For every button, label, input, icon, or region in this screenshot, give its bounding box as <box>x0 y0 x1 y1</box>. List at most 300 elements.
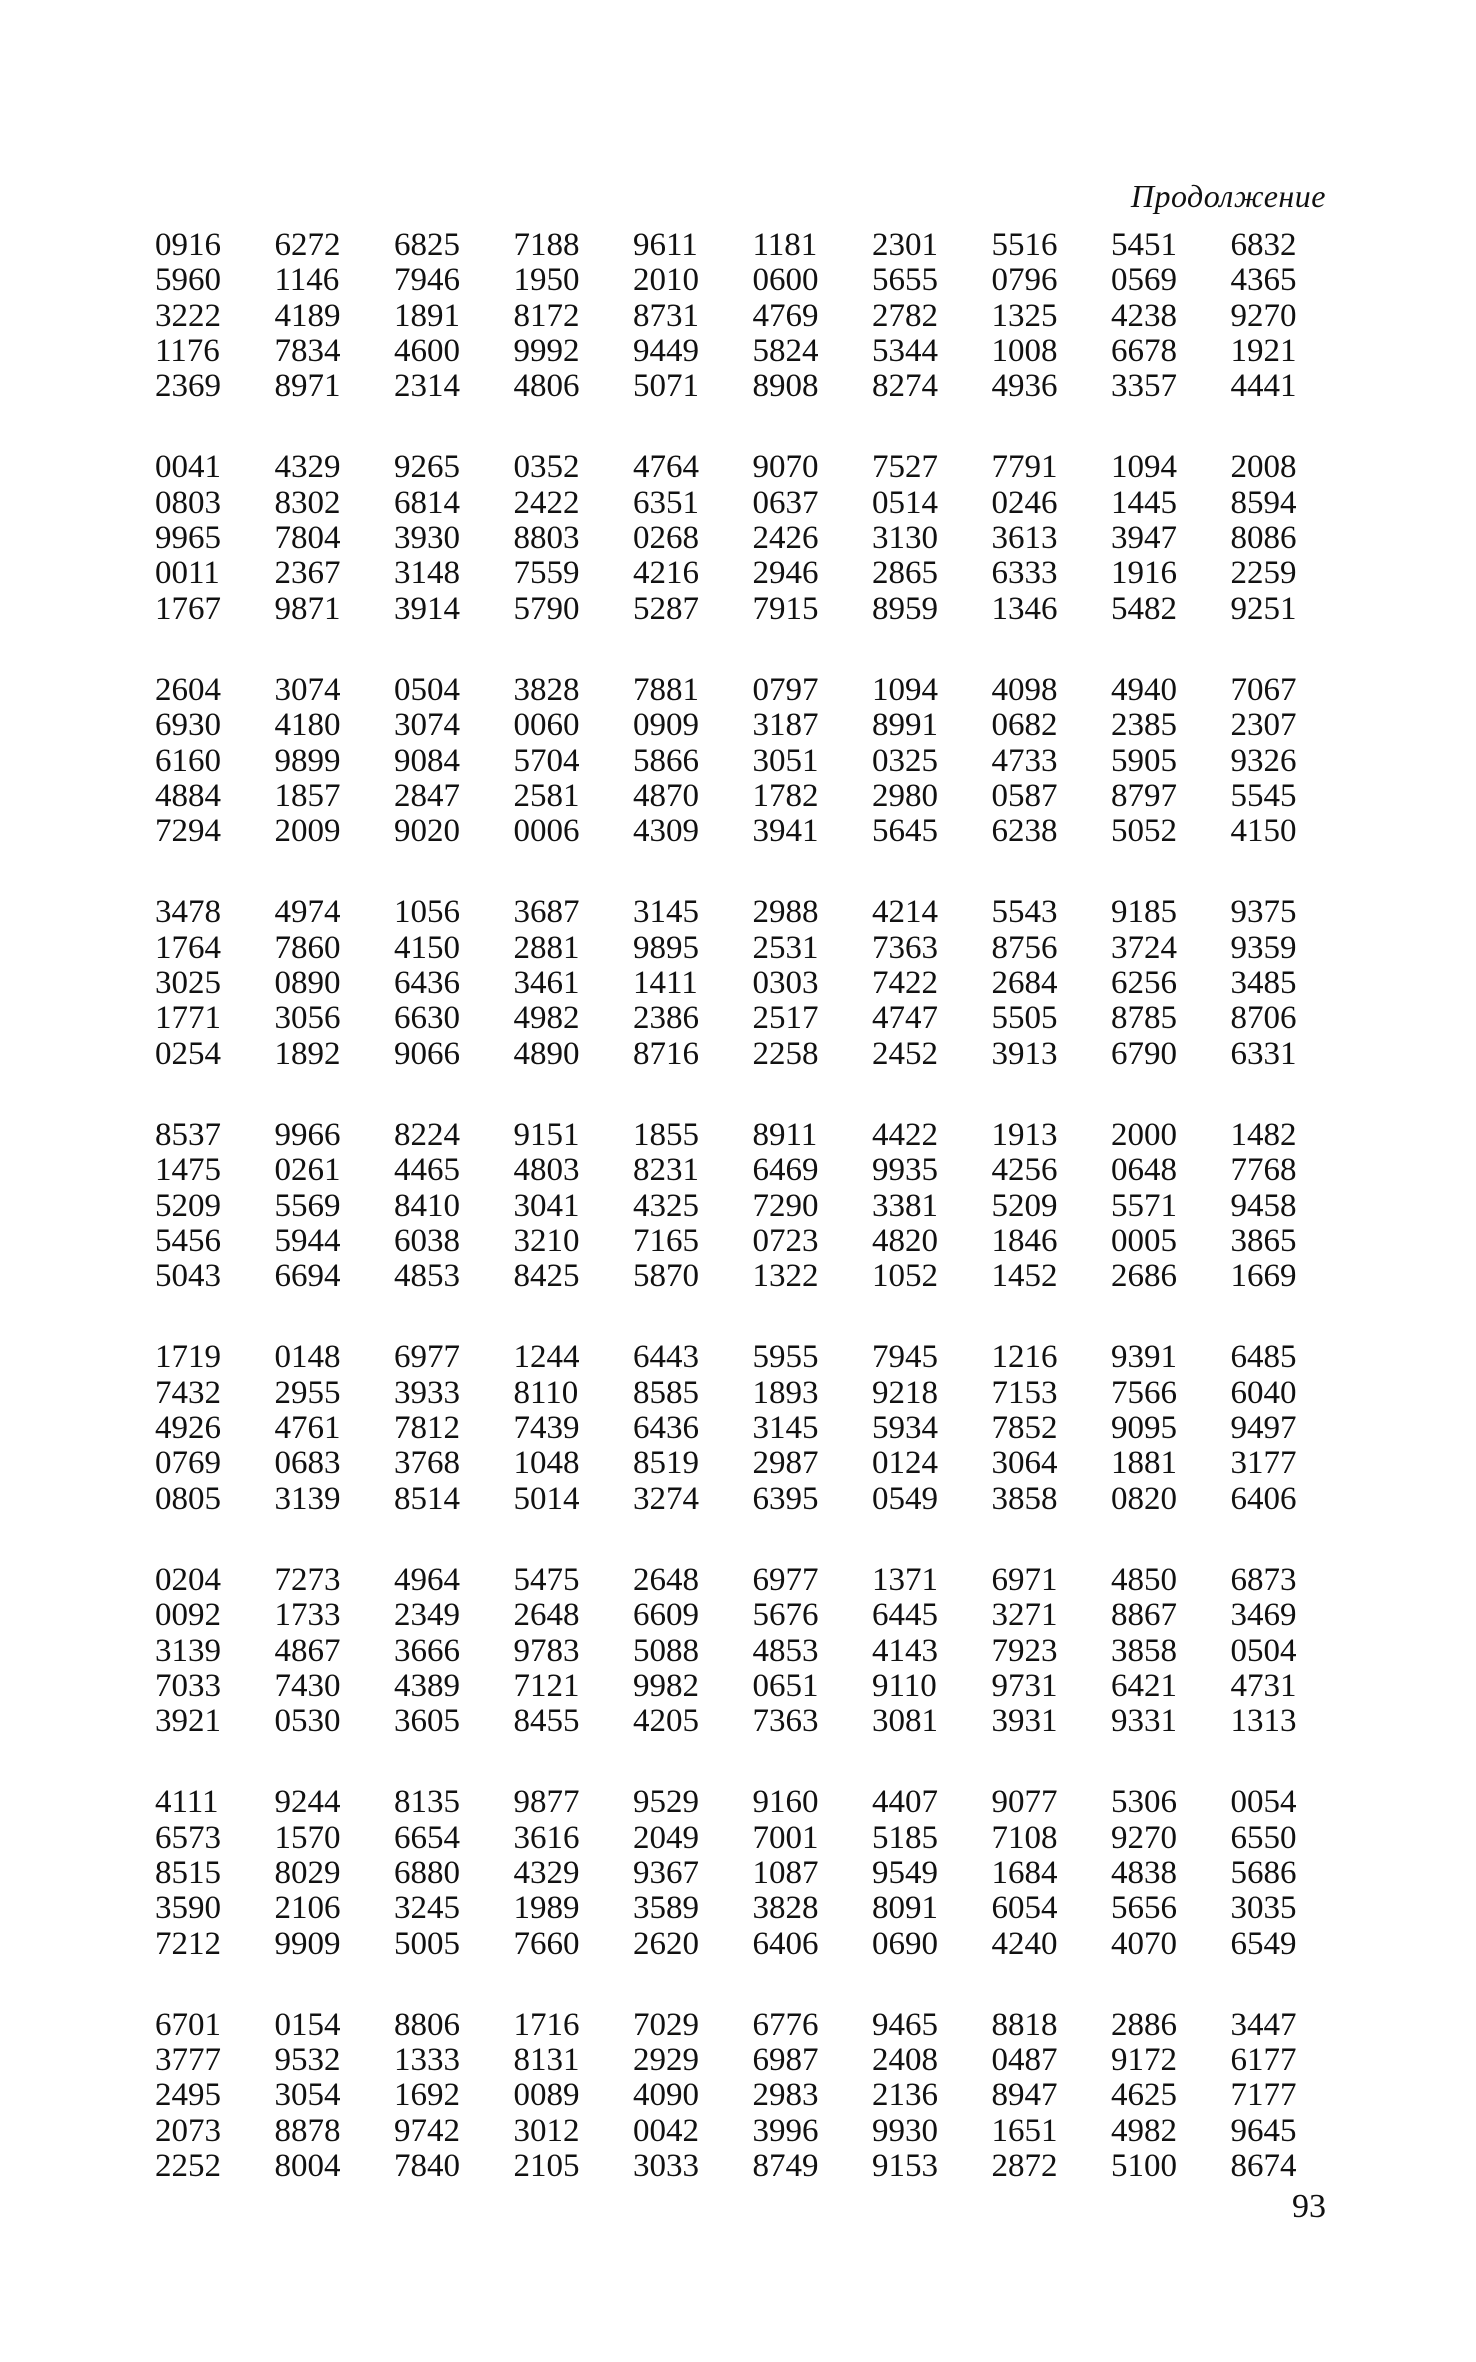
number-cell: 2955 <box>274 1374 341 1411</box>
number-cell: 7177 <box>1230 2077 1297 2114</box>
number-cell: 8959 <box>872 590 938 627</box>
number-cell: 9367 <box>633 1854 699 1891</box>
number-cell: 6333 <box>991 555 1058 592</box>
number-cell: 1475 <box>155 1152 221 1189</box>
number-cell: 1244 <box>513 1339 580 1376</box>
number-cell: 6654 <box>394 1819 460 1856</box>
number-cell: 6971 <box>991 1561 1058 1598</box>
number-cell: 2988 <box>752 894 819 931</box>
number-cell: 8302 <box>274 484 341 521</box>
number-cell: 8585 <box>633 1374 699 1411</box>
number-cell: 4936 <box>991 368 1058 405</box>
number-cell: 9066 <box>394 1035 460 1072</box>
number-cell: 2367 <box>274 555 341 592</box>
number-cell: 9172 <box>1111 2042 1177 2079</box>
number-cell: 6436 <box>394 965 460 1002</box>
number-cell: 2980 <box>872 777 938 814</box>
number-cell: 0352 <box>513 449 580 486</box>
number-cell: 9095 <box>1111 1410 1177 1447</box>
number-cell: 1570 <box>274 1819 341 1856</box>
number-cell: 7852 <box>991 1410 1058 1447</box>
number-cell: 3056 <box>274 1000 341 1037</box>
number-cell: 8425 <box>513 1258 580 1295</box>
number-cell: 0909 <box>633 707 699 744</box>
number-block <box>155 2008 1350 2184</box>
number-cell: 4926 <box>155 1410 221 1447</box>
number-cell: 1893 <box>752 1374 819 1411</box>
number-cell: 1921 <box>1230 332 1297 369</box>
number-cell: 4238 <box>1111 297 1177 334</box>
number-cell: 5934 <box>872 1410 938 1447</box>
number-cell: 9895 <box>633 929 699 966</box>
number-cell: 0092 <box>155 1597 221 1634</box>
number-cell: 4070 <box>1111 1925 1177 1962</box>
number-cell: 8878 <box>274 2112 341 2149</box>
number-cell: 1094 <box>1111 449 1177 486</box>
number-cell: 5005 <box>394 1925 460 1962</box>
number-cell: 7108 <box>991 1819 1058 1856</box>
number-cell: 4853 <box>394 1258 460 1295</box>
number-cell: 4769 <box>752 297 819 334</box>
number-cell: 1087 <box>752 1854 819 1891</box>
number-cell: 3777 <box>155 2042 221 2079</box>
number-cell: 8706 <box>1230 1000 1297 1037</box>
number-cell: 4422 <box>872 1116 938 1153</box>
number-cell: 6609 <box>633 1597 699 1634</box>
number-cell: 9110 <box>872 1667 937 1704</box>
number-cell: 5543 <box>991 894 1058 931</box>
number-cell: 0769 <box>155 1445 221 1482</box>
number-cell: 5824 <box>752 332 819 369</box>
number-cell: 4325 <box>633 1187 699 1224</box>
number-cell: 8514 <box>394 1480 460 1517</box>
number-cell: 0487 <box>991 2042 1058 2079</box>
number-cell: 2136 <box>872 2077 938 2114</box>
number-cell: 1855 <box>633 1116 699 1153</box>
number-cell: 5209 <box>155 1187 221 1224</box>
number-cell: 6573 <box>155 1819 221 1856</box>
number-cell: 3210 <box>513 1222 580 1259</box>
number-cell: 0587 <box>991 777 1058 814</box>
number-cell: 8803 <box>513 520 580 557</box>
number-cell: 6694 <box>274 1258 341 1295</box>
number-cell: 9153 <box>872 2148 938 2185</box>
number-cell: 0504 <box>1230 1632 1297 1669</box>
number-cell: 1719 <box>155 1339 221 1376</box>
number-cell: 7212 <box>155 1925 221 1962</box>
number-cell: 2000 <box>1111 1116 1177 1153</box>
number-cell: 0651 <box>752 1667 819 1704</box>
number-cell: 7153 <box>991 1374 1058 1411</box>
number-cell: 8806 <box>394 2006 460 2043</box>
number-cell: 6040 <box>1230 1374 1297 1411</box>
number-cell: 6256 <box>1111 965 1177 1002</box>
number-cell: 3996 <box>752 2112 819 2149</box>
number-cell: 8172 <box>513 297 580 334</box>
number-cell: 5344 <box>872 332 938 369</box>
number-cell: 1764 <box>155 929 221 966</box>
number-cell: 6873 <box>1230 1561 1297 1598</box>
number-cell: 3145 <box>752 1410 819 1447</box>
number-cell: 9185 <box>1111 894 1177 931</box>
number-cell: 1684 <box>991 1854 1058 1891</box>
number-cell: 3616 <box>513 1819 580 1856</box>
number-cell: 7881 <box>633 671 699 708</box>
number-cell: 8867 <box>1111 1597 1177 1634</box>
number-cell: 5482 <box>1111 590 1177 627</box>
number-cell: 5676 <box>752 1597 819 1634</box>
number-cell: 8224 <box>394 1116 460 1153</box>
number-cell: 0600 <box>752 262 819 299</box>
continuation-header: Продолжение <box>1130 178 1326 214</box>
number-cell: 2369 <box>155 368 221 405</box>
number-cell: 8674 <box>1230 2148 1297 2185</box>
number-cell: 3081 <box>872 1703 938 1740</box>
number-cell: 4761 <box>274 1410 341 1447</box>
number-cell: 4329 <box>274 449 341 486</box>
number-cell: 4441 <box>1230 368 1297 405</box>
number-cell: 8731 <box>633 297 699 334</box>
number-cell: 2314 <box>394 368 460 405</box>
number-cell: 5516 <box>991 227 1058 263</box>
number-cell: 0890 <box>274 965 341 1002</box>
number-cell: 5569 <box>274 1187 341 1224</box>
number-cell: 5656 <box>1111 1890 1177 1927</box>
number-cell: 2620 <box>633 1925 699 1962</box>
number-cell: 3357 <box>1111 368 1177 405</box>
page-number: 93 <box>1292 2188 1326 2225</box>
number-cell: 3605 <box>394 1703 460 1740</box>
number-cell: 7422 <box>872 965 938 1002</box>
number-cell: 3666 <box>394 1632 460 1669</box>
number-cell: 3041 <box>513 1187 580 1224</box>
number-cell: 4111 <box>155 1784 219 1821</box>
number-cell: 2872 <box>991 2148 1058 2185</box>
number-cell: 2408 <box>872 2042 938 2079</box>
number-cell: 1651 <box>991 2112 1058 2149</box>
number-cell: 1411 <box>633 965 698 1002</box>
number-cell: 3074 <box>274 671 341 708</box>
number-cell: 5456 <box>155 1222 221 1259</box>
number-cell: 8231 <box>633 1152 699 1189</box>
number-cell: 2983 <box>752 2077 819 2114</box>
number-cell: 1146 <box>274 262 340 299</box>
number-cell: 5905 <box>1111 742 1177 779</box>
number-cell: 7121 <box>513 1667 580 1704</box>
number-cell: 7566 <box>1111 1374 1177 1411</box>
number-cell: 4982 <box>1111 2112 1177 2149</box>
number-cell: 6987 <box>752 2042 819 2079</box>
number-cell: 1056 <box>394 894 460 931</box>
number-cell: 3768 <box>394 1445 460 1482</box>
number-cell: 0637 <box>752 484 819 521</box>
number-cell: 2386 <box>633 1000 699 1037</box>
number-cell: 7559 <box>513 555 580 592</box>
number-cell: 7067 <box>1230 671 1297 708</box>
number-cell: 2049 <box>633 1819 699 1856</box>
number-cell: 5866 <box>633 742 699 779</box>
number-cell: 4982 <box>513 1000 580 1037</box>
number-cell: 7812 <box>394 1410 460 1447</box>
number-cell: 1333 <box>394 2042 460 2079</box>
number-cell: 3381 <box>872 1187 938 1224</box>
number-cell: 6678 <box>1111 332 1177 369</box>
number-cell: 8274 <box>872 368 938 405</box>
number-cell: 2258 <box>752 1035 819 1072</box>
number-cell: 1771 <box>155 1000 221 1037</box>
number-block <box>155 1563 1350 1739</box>
number-cell: 9251 <box>1230 590 1297 627</box>
number-cell: 2259 <box>1230 555 1297 592</box>
number-cell: 8455 <box>513 1703 580 1740</box>
number-cell: 3589 <box>633 1890 699 1927</box>
number-cell: 8716 <box>633 1035 699 1072</box>
number-cell: 4150 <box>394 929 460 966</box>
number-cell: 2684 <box>991 965 1058 1002</box>
number-cell: 3930 <box>394 520 460 557</box>
number-cell: 1692 <box>394 2077 460 2114</box>
number-cell: 4090 <box>633 2077 699 2114</box>
number-cell: 4465 <box>394 1152 460 1189</box>
number-cell: 7290 <box>752 1187 819 1224</box>
number-cell: 3130 <box>872 520 938 557</box>
number-cell: 7834 <box>274 332 341 369</box>
number-cell: 0246 <box>991 484 1058 521</box>
number-cell: 4803 <box>513 1152 580 1189</box>
number-cell: 9549 <box>872 1854 938 1891</box>
number-cell: 0005 <box>1111 1222 1177 1259</box>
number-cell: 8519 <box>633 1445 699 1482</box>
number-cell: 9497 <box>1230 1410 1297 1447</box>
number-cell: 5306 <box>1111 1784 1177 1821</box>
number-cell: 2886 <box>1111 2006 1177 2043</box>
number-cell: 3012 <box>513 2112 580 2149</box>
number-cell: 6272 <box>274 227 341 263</box>
number-cell: 4407 <box>872 1784 938 1821</box>
number-cell: 6701 <box>155 2006 221 2043</box>
number-cell: 3947 <box>1111 520 1177 557</box>
number-cell: 9244 <box>274 1784 341 1821</box>
number-cell: 9077 <box>991 1784 1058 1821</box>
number-cell: 3245 <box>394 1890 460 1927</box>
number-cell: 0060 <box>513 707 580 744</box>
number-cell: 3035 <box>1230 1890 1297 1927</box>
number-cell: 4820 <box>872 1222 938 1259</box>
number-cell: 6436 <box>633 1410 699 1447</box>
number-cell: 3222 <box>155 297 221 334</box>
number-cell: 5944 <box>274 1222 341 1259</box>
number-cell: 1950 <box>513 262 580 299</box>
number-cell: 9270 <box>1230 297 1297 334</box>
number-cell: 2105 <box>513 2148 580 2185</box>
number-cell: 9877 <box>513 1784 580 1821</box>
number-cell: 3187 <box>752 707 819 744</box>
number-cell: 2106 <box>274 1890 341 1927</box>
number-cell: 5545 <box>1230 777 1297 814</box>
number-cell: 2946 <box>752 555 819 592</box>
number-cell: 1989 <box>513 1890 580 1927</box>
number-cell: 2782 <box>872 297 938 334</box>
number-cell: 8135 <box>394 1784 460 1821</box>
number-cell: 9783 <box>513 1632 580 1669</box>
number-cell: 0154 <box>274 2006 341 2043</box>
number-cell: 9742 <box>394 2112 460 2149</box>
number-cell: 7791 <box>991 449 1058 486</box>
number-cell: 5088 <box>633 1632 699 1669</box>
number-cell: 6443 <box>633 1339 699 1376</box>
number-cell: 1669 <box>1230 1258 1297 1295</box>
number-cell: 5960 <box>155 262 221 299</box>
number-cell: 0124 <box>872 1445 938 1482</box>
number-cell: 9449 <box>633 332 699 369</box>
number-cell: 5209 <box>991 1187 1058 1224</box>
number-cell: 2301 <box>872 227 938 263</box>
number-cell: 5790 <box>513 590 580 627</box>
number-cell: 1181 <box>752 227 818 263</box>
number-cell: 7188 <box>513 227 580 263</box>
number-cell: 7660 <box>513 1925 580 1962</box>
number-cell: 8911 <box>752 1116 818 1153</box>
number-block <box>155 673 1350 849</box>
number-cell: 1052 <box>872 1258 938 1295</box>
number-cell: 7946 <box>394 262 460 299</box>
number-cell: 9465 <box>872 2006 938 2043</box>
number-cell: 6469 <box>752 1152 819 1189</box>
number-cell: 5955 <box>752 1339 819 1376</box>
number-cell: 4240 <box>991 1925 1058 1962</box>
number-cell: 3469 <box>1230 1597 1297 1634</box>
number-cell: 0805 <box>155 1480 221 1517</box>
number-cell: 1313 <box>1230 1703 1297 1740</box>
number-cell: 9966 <box>274 1116 341 1153</box>
number-cell: 3913 <box>991 1035 1058 1072</box>
number-cell: 5043 <box>155 1258 221 1295</box>
number-cell: 5686 <box>1230 1854 1297 1891</box>
number-cell: 6790 <box>1111 1035 1177 1072</box>
number-cell: 4870 <box>633 777 699 814</box>
number-cell: 0796 <box>991 262 1058 299</box>
number-cell: 4747 <box>872 1000 938 1037</box>
number-cell: 0797 <box>752 671 819 708</box>
number-cell: 6038 <box>394 1222 460 1259</box>
number-cell: 8410 <box>394 1187 460 1224</box>
number-cell: 6880 <box>394 1854 460 1891</box>
number-cell: 4214 <box>872 894 938 931</box>
number-cell: 8086 <box>1230 520 1297 557</box>
number-cell: 7432 <box>155 1374 221 1411</box>
number-cell: 3933 <box>394 1374 460 1411</box>
number-cell: 4850 <box>1111 1561 1177 1598</box>
number-cell: 4189 <box>274 297 341 334</box>
number-cell: 3177 <box>1230 1445 1297 1482</box>
number-cell: 7945 <box>872 1339 938 1376</box>
number-block <box>155 1340 1350 1516</box>
number-cell: 9871 <box>274 590 341 627</box>
number-cell: 6238 <box>991 813 1058 850</box>
number-cell: 1892 <box>274 1035 341 1072</box>
number-cell: 0504 <box>394 671 460 708</box>
number-cell: 3914 <box>394 590 460 627</box>
number-cell: 8004 <box>274 2148 341 2185</box>
number-cell: 3724 <box>1111 929 1177 966</box>
number-cell: 8971 <box>274 368 341 405</box>
number-cell: 3033 <box>633 2148 699 2185</box>
number-cell: 2385 <box>1111 707 1177 744</box>
number-cell: 2422 <box>513 484 580 521</box>
number-cell: 5287 <box>633 590 699 627</box>
number-cell: 4974 <box>274 894 341 931</box>
number-cell: 8991 <box>872 707 938 744</box>
number-cell: 8797 <box>1111 777 1177 814</box>
number-cell: 6630 <box>394 1000 460 1037</box>
number-block <box>155 450 1350 626</box>
number-cell: 0204 <box>155 1561 221 1598</box>
number-cell: 7923 <box>991 1632 1058 1669</box>
number-cell: 7860 <box>274 929 341 966</box>
number-cell: 2073 <box>155 2112 221 2149</box>
number-cell: 5451 <box>1111 227 1177 263</box>
number-block <box>155 1118 1350 1294</box>
number-cell: 5571 <box>1111 1187 1177 1224</box>
number-cell: 9935 <box>872 1152 938 1189</box>
number-cell: 8537 <box>155 1116 221 1153</box>
number-cell: 4205 <box>633 1703 699 1740</box>
number-cell: 0303 <box>752 965 819 1002</box>
number-cell: 9965 <box>155 520 221 557</box>
number-cell: 0916 <box>155 227 221 263</box>
number-cell: 8029 <box>274 1854 341 1891</box>
number-cell: 3865 <box>1230 1222 1297 1259</box>
number-cell: 9070 <box>752 449 819 486</box>
number-cell: 0803 <box>155 484 221 521</box>
number-cell: 9084 <box>394 742 460 779</box>
number-cell: 0690 <box>872 1925 938 1962</box>
number-cell: 7439 <box>513 1410 580 1447</box>
number-cell: 4838 <box>1111 1854 1177 1891</box>
number-cell: 3054 <box>274 2077 341 2114</box>
number-cell: 1857 <box>274 777 341 814</box>
number-cell: 3590 <box>155 1890 221 1927</box>
number-cell: 6776 <box>752 2006 819 2043</box>
number-cell: 4884 <box>155 777 221 814</box>
number-cell: 6331 <box>1230 1035 1297 1072</box>
number-cell: 4098 <box>991 671 1058 708</box>
number-cell: 4890 <box>513 1035 580 1072</box>
number-cell: 4143 <box>872 1632 938 1669</box>
number-cell: 2426 <box>752 520 819 557</box>
number-cell: 4853 <box>752 1632 819 1669</box>
number-cell: 3921 <box>155 1703 221 1740</box>
number-block <box>155 1785 1350 1961</box>
number-cell: 9265 <box>394 449 460 486</box>
number-cell: 9529 <box>633 1784 699 1821</box>
number-cell: 4150 <box>1230 813 1297 850</box>
number-cell: 9532 <box>274 2042 341 2079</box>
number-cell: 8110 <box>513 1374 579 1411</box>
number-cell: 7840 <box>394 2148 460 2185</box>
number-cell: 7033 <box>155 1667 221 1704</box>
number-cell: 5475 <box>513 1561 580 1598</box>
number-cell: 9645 <box>1230 2112 1297 2149</box>
number-cell: 0820 <box>1111 1480 1177 1517</box>
number-cell: 1371 <box>872 1561 938 1598</box>
number-cell: 2929 <box>633 2042 699 2079</box>
number-cell: 0042 <box>633 2112 699 2149</box>
number-cell: 0041 <box>155 449 221 486</box>
number-cell: 4216 <box>633 555 699 592</box>
number-cell: 2531 <box>752 929 819 966</box>
number-cell: 6825 <box>394 227 460 263</box>
